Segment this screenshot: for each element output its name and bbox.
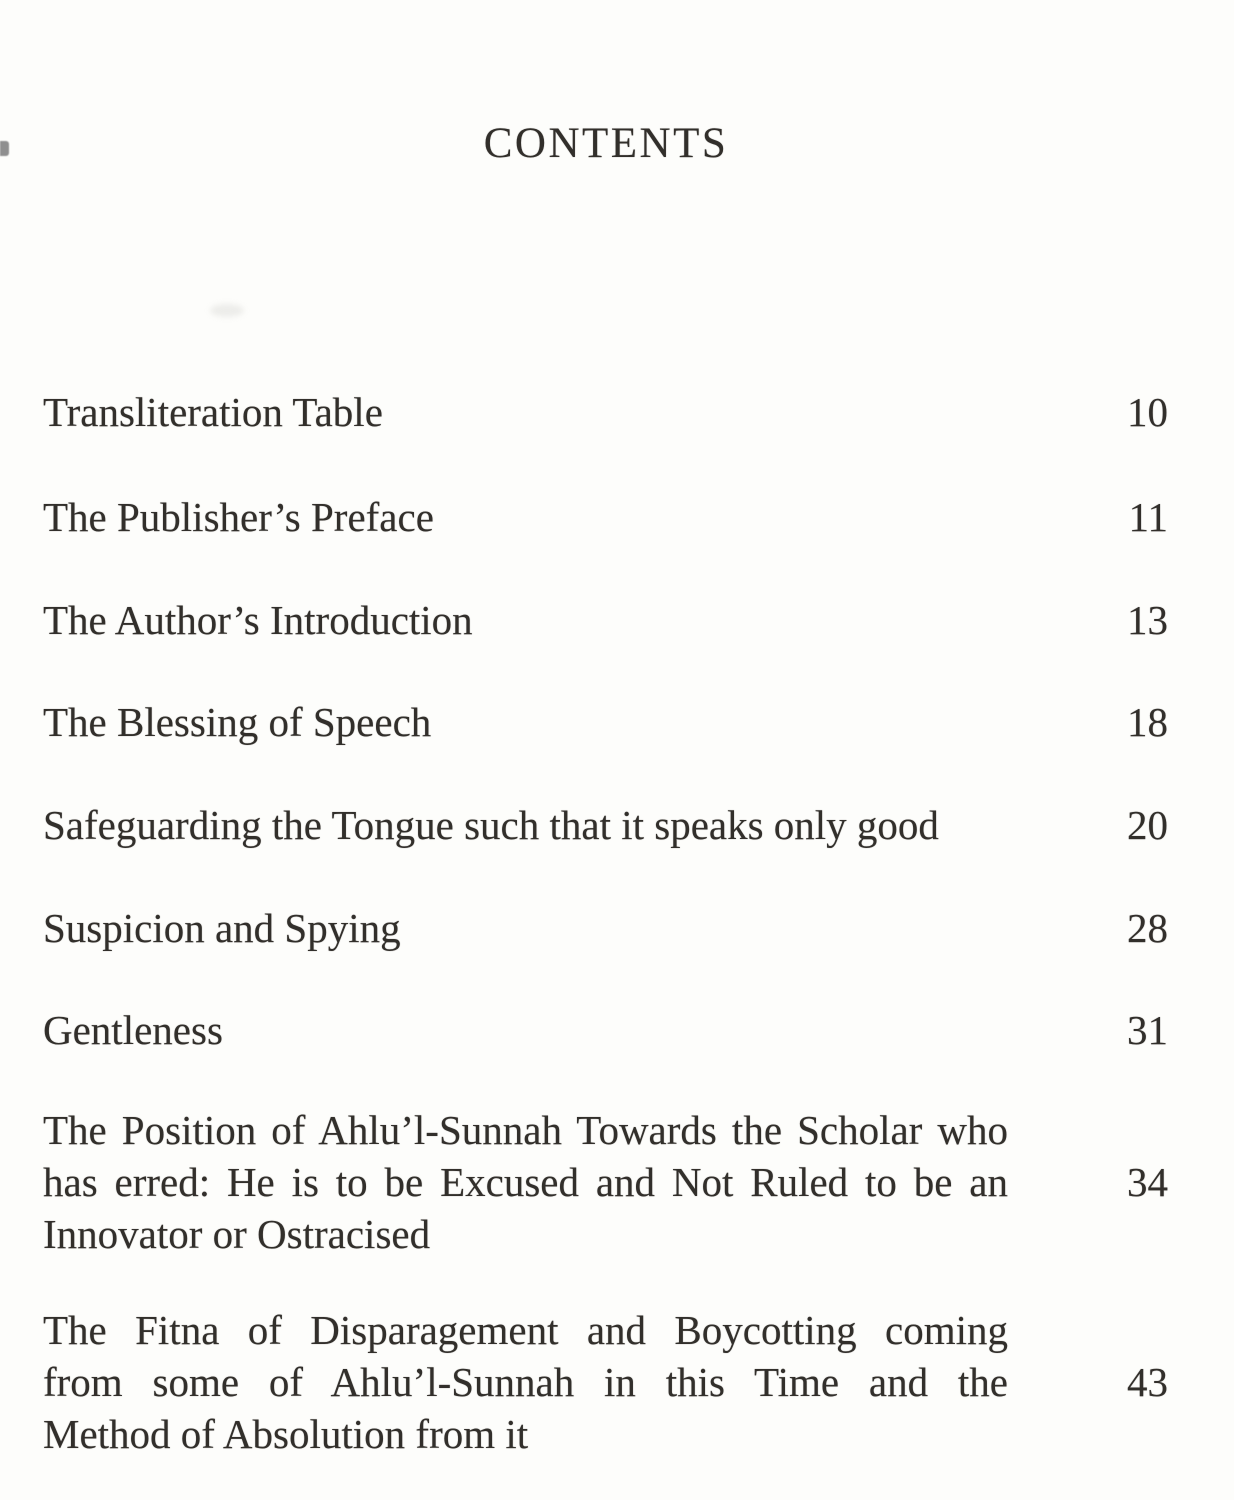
entry-title-line: The Author’s Introduction (43, 597, 473, 643)
page-title: CONTENTS (483, 120, 729, 167)
entry-page-number: 11 (1128, 494, 1168, 540)
entry-title (43, 491, 1008, 543)
entry-title-line: The Fitna of Disparagement and Boycotting coming (43, 1307, 1008, 1353)
entry-title-line: Suspicion and Spying (43, 905, 401, 951)
toc-entry (43, 1104, 1168, 1260)
entry-title (43, 1304, 1008, 1460)
entry-title-line: The Blessing of Speech (43, 699, 432, 745)
entry-page-number: 10 (1127, 389, 1168, 435)
entry-title-line: Innovator or Ostracised (43, 1211, 431, 1257)
entry-page-number: 31 (1127, 1007, 1168, 1053)
toc-entry (43, 1004, 1168, 1056)
entry-page-number: 28 (1127, 905, 1168, 951)
toc-entry (43, 491, 1168, 543)
entry-title-line: Gentleness (43, 1007, 223, 1053)
entry-title (43, 1004, 1008, 1056)
entry-title (43, 386, 1008, 438)
entry-page-number: 20 (1127, 802, 1168, 848)
entry-page-number: 34 (1127, 1159, 1168, 1205)
entry-title-line: The Position of Ahlu’l-Sunnah Towards the Scholar who (43, 1107, 1008, 1153)
entry-page-number: 43 (1127, 1359, 1168, 1405)
entry-title (43, 799, 1008, 851)
toc-entry (43, 696, 1168, 748)
entry-title-line: has erred: He is to be Excused and Not Ruled to be an (43, 1159, 1008, 1205)
entry-title (43, 1104, 1008, 1260)
toc-list (43, 0, 1168, 1500)
entry-page-number: 18 (1127, 699, 1168, 745)
toc-entry (43, 594, 1168, 646)
entry-page-number: 13 (1127, 597, 1168, 643)
entry-title (43, 902, 1008, 954)
entry-title-line: Transliteration Table (43, 389, 383, 435)
entry-title-line: Safeguarding the Tongue such that it speaks only good (43, 802, 939, 848)
entry-title-line: from some of Ahlu’l-Sunnah in this Time and the (43, 1359, 1008, 1405)
entry-title (43, 594, 1008, 646)
entry-title-line: Method of Absolution from it (43, 1411, 529, 1457)
toc-entry (43, 902, 1168, 954)
toc-entry (43, 799, 1168, 851)
toc-entry (43, 386, 1168, 438)
entry-title (43, 696, 1008, 748)
entry-title-line: The Publisher’s Preface (43, 494, 434, 540)
toc-entry (43, 1304, 1168, 1460)
